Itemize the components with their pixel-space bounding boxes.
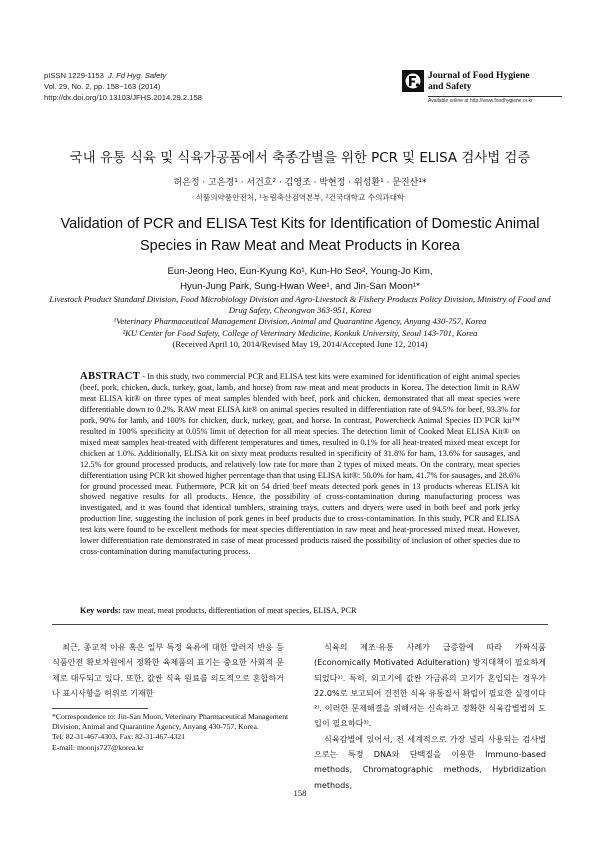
abstract	[80, 372, 520, 558]
footnote-email[interactable]: E-mail: moonjs727@korea.kr	[52, 742, 144, 752]
volume-info: Vol. 29, No. 2, pp. 158~163 (2014)	[44, 82, 161, 91]
footnote-phone: Tel: 82-31-467-4303, Fax: 82-31-467-4321	[52, 732, 186, 742]
footnote-divider	[52, 708, 148, 709]
journal-header-info	[44, 70, 202, 103]
journal-logo-icon	[402, 70, 424, 92]
body-paragraph: 식육의 제조·유통 사례가 급증함에 따라 가짜식품(Economically Motivated Adulteration) 방지대책이 필요하게 되었다¹⁾. 특히, 외고기에 값싼 가금류의 고기가 혼입되는 경우가 22.0%로 보고되어 건전한 식육 유통질서 확립이 필요한 실정이다²⁾. 이러한 문제해결을 위해서는 신속하고 정확한 식육감별법의 도입이 필요하다³⁾.	[314, 642, 546, 729]
english-authors: Eun-Jeong Heo, Eun-Kyung Ko¹, Kun-Ho Seo², Young-Jo Kim, Hyun-Jung Park, Sung-Hwan Wee¹, and Jin-San Moon¹*	[167, 266, 433, 292]
abstract-heading: ABSTRACT	[80, 371, 141, 382]
korean-affiliation: 식품의약품안전처, ¹농림축산검역본부, ²건국대학교 수의과대학	[195, 193, 405, 202]
affiliation-3: ²KU Center for Food Safety, College of Veterinary Medicine, Konkuk University, Seoul 143-701, Korea	[122, 327, 478, 338]
keywords-text: raw meat, meat products, differentiation of meat species, ELISA, PCR	[120, 606, 357, 615]
doi-link[interactable]: http://dx.doi.org/10.13103/JFHS.2014.29.2.158	[44, 93, 202, 102]
journal-brand	[402, 66, 562, 112]
body-column-left	[52, 640, 284, 701]
body-column-right	[314, 640, 546, 793]
body-paragraph: 식육감별에 있어서, 전 세계적으로 가장 널리 사용되는 검사법으로는 특정 DNA와 단백질을 이용한 Immuno-based methods, Chromatographic methods, Hybridization methods,	[314, 733, 546, 790]
affiliations	[40, 294, 560, 350]
section-divider	[52, 624, 548, 625]
english-title: Validation of PCR and ELISA Test Kits for Identification of Domestic Animal Species in Raw Meat and Meat Products in Korea	[60, 216, 540, 254]
journal-rule	[428, 96, 562, 97]
issn: pISSN 1229-1153	[44, 71, 104, 80]
journal-abbrev: J. Fd Hyg. Safety	[108, 71, 167, 80]
body-paragraph: 최근, 종교적 이유 혹은 일부 특정 육류에 대한 알러지 반응 등 식품안전 확보차원에서 정확한 육제품의 표기는 중요한 사회적 문제로 대두되고 있다. 또한, 값싼 식육 원료를 의도적으로 혼합하거나 표시사항을 허위로 기재한	[52, 642, 284, 698]
abstract-text: - In this study, two commercial PCR and ELISA test kits were examined for identification of eight animal species (beef, pork, chicken, duck, turkey, goat, lamb, and horse) from raw meat and meat products in Korea. The detection limit in RAW meat ELISA kit® on three types of meat samples blended with beef, pork and chicken, demonstrated that all meat species were differentiable down to 0.2%. RAW meat ELISA kit® on animal species resulted in differentiation rate of 94.5% for beef, 93.3% for pork, 90% for lamb, and 100% for chicken, duck, turkey, goat, and horse. In contrast, Powercheck Animal Species ID PCR kit™ resulted in 100% specificity at 0.05% limit of detection for all meat species. The detection limit of Cooked Meat ELISA Kit® on mixed meat samples heat-treated with different temperatures and times, resulted in 0.1% for all heat-treated mixed meat except for chicken at 1.0%. Additionally, ELISA kit on sixty meat products resulted in specificity of 31.8% for ham, 13.6% for sausages, and 12.5% for ground processed products, and relatively low rate for more than 2 types of mixed meats. On the contrary, meat species differentiation using PCR kit showed higher percentage than that using ELISA kit®: 50.0% for ham, 41.7% for sausages, and 28.6% for ground processed meat. Futhermore, PCR kit on 54 dried beef meats detected pork genes in 13 products whereas ELISA kit showed negative results for all products. Hence, the possibility of cross-contamination during manufacturing process was investigated, and it was found that identical tumblers, straining trays, cutters and dryers were used in both beef and pork jerky production line, suggesting the inclusion of pork genes in beef products due to cross-contamination. In this study, PCR and ELISA test kits were found to be excellent methods for meat species differentiation in raw meat and heat-processed mixed meat. However, lower differentiation rate demonstrated in case of meat processed products raised the possibility of inclusion of other species due to cross-contamination during manufacturing process.	[80, 372, 520, 557]
page-number: 158	[293, 788, 307, 798]
korean-title: 국내 유통 식육 및 식육가공품에서 축종감별을 위한 PCR 및 ELISA 검사법 검증	[69, 151, 531, 166]
keywords	[80, 606, 520, 615]
korean-authors: 허은정 · 고은경¹ · 서건호² · 김영조 · 박현정 · 위성환¹ · 문진산¹*	[173, 178, 427, 188]
journal-title: Journal of Food Hygiene and Safety	[428, 70, 530, 92]
footnote-address: *Correspondence to: Jin-San Moon, Veterinary Pharmaceutical Management Division, Animal and Quarantine Agency, Anyang 430-757, Korea.	[52, 712, 289, 732]
affiliation-1: Livestock Product Standard Division, Food Microbiology Division and Agro-Livestock & Fishery Products Policy Division, Ministry of Food and Drug Safety, Cheongwon 363-951, Korea	[49, 294, 551, 316]
correspondence-footnote	[52, 712, 292, 753]
affiliation-2: ¹Veterinary Pharmaceutical Management Division, Animal and Quarantine Agency, Anyang 430-757, Korea	[113, 316, 487, 327]
keywords-label: Key words:	[80, 606, 121, 615]
received-dates: (Received April 10, 2014/Revised May 19, 2014/Accepted June 12, 2014)	[172, 338, 428, 349]
journal-url[interactable]: Available online at http://www.foodhygiene.or.kr	[428, 98, 533, 104]
